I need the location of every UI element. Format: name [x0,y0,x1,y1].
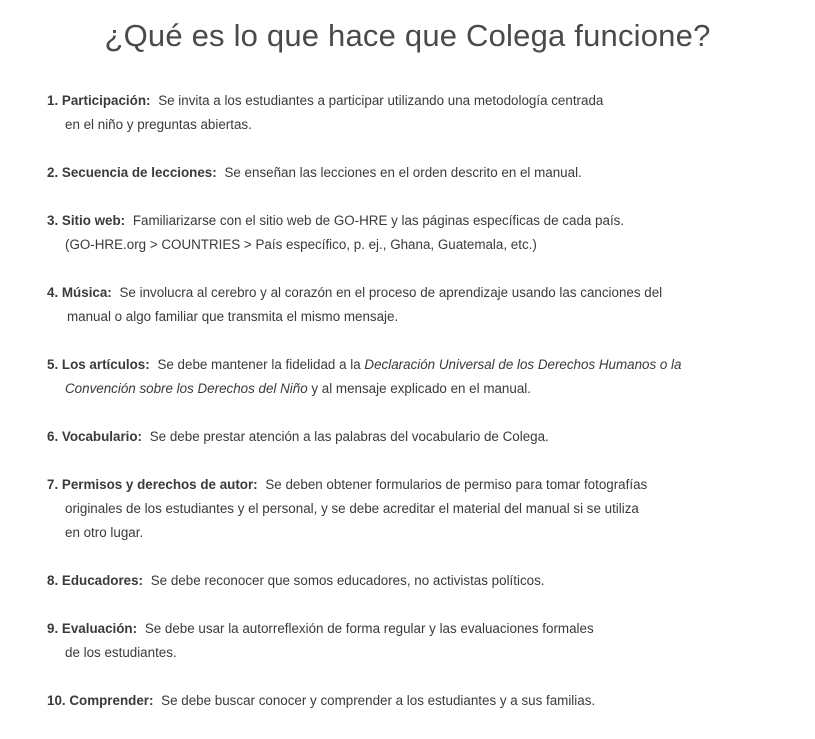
item-heading: Secuencia de lecciones: [61,165,217,180]
list-item-secuencia [47,161,787,185]
item-text-italic: Convención sobre los Derechos del Niño [65,381,308,396]
list-item-evaluacion [47,617,787,665]
item-number: 3. [47,213,59,228]
list-item-line [47,473,787,497]
list-item-line [47,617,787,641]
item-number: 6. [47,429,59,444]
item-heading: Permisos y derechos de autor: [61,477,258,492]
item-text-continued: manual o algo familiar que transmita el mismo mensaje. [67,309,399,324]
item-number: 8. [47,573,59,588]
list-item-comprender [47,689,787,713]
item-text-continued: en otro lugar. [65,525,144,540]
item-text: Se debe mantener la fidelidad a la [157,357,365,372]
list-item-line [47,89,787,113]
item-text-continued: de los estudiantes. [65,645,177,660]
item-text: Se debe prestar atención a las palabras del vocabulario de Colega. [149,429,549,444]
item-text-italic: Declaración Universal de los Derechos Humanos o la [364,357,682,372]
item-text: Se debe usar la autorreflexión de forma regular y las evaluaciones formales [144,621,594,636]
item-heading: Participación: [61,93,151,108]
page-title: ¿Qué es lo que hace que Colega funcione? [104,18,711,53]
item-text: Familiarizarse con el sitio web de GO-HRE y las páginas específicas de cada país. [132,213,625,228]
item-number: 1. [47,93,59,108]
item-number: 7. [47,477,59,492]
item-text: Se debe reconocer que somos educadores, no activistas políticos. [150,573,545,588]
list-item-permisos [47,473,787,545]
item-text: Se enseñan las lecciones en el orden descrito en el manual. [224,165,582,180]
item-heading: Educadores: [61,573,144,588]
item-heading: Música: [61,285,112,300]
item-number: 10. [47,693,66,708]
item-text: Se involucra al cerebro y al corazón en el proceso de aprendizaje usando las canciones del [119,285,663,300]
item-text-continued: en el niño y preguntas abiertas. [65,117,252,132]
list-item-line [47,209,787,233]
item-text-continued [47,377,787,401]
item-text: Se invita a los estudiantes a participar utilizando una metodología centrada [158,93,604,108]
list-item-articulos [47,353,787,401]
list-item-vocabulario [47,425,787,449]
list-item-educadores [47,569,787,593]
item-number: 9. [47,621,59,636]
item-number: 4. [47,285,59,300]
item-text-continued: originales de los estudiantes y el personal, y se debe acreditar el material del manual si se utiliza [65,501,639,516]
list-item-musica [47,281,787,329]
list-item-participacion [47,89,787,137]
list-item-line [47,281,787,305]
list-item-line [47,425,787,449]
list-item-line [47,353,787,377]
item-heading: Los artículos: [61,357,150,372]
item-number: 5. [47,357,59,372]
item-text-continued: (GO-HRE.org > COUNTRIES > País específico, p. ej., Ghana, Guatemala, etc.) [65,237,537,252]
item-number: 2. [47,165,59,180]
item-text: y al mensaje explicado en el manual. [307,381,531,396]
item-heading: Vocabulario: [61,429,143,444]
item-heading: Evaluación: [61,621,138,636]
item-text: Se deben obtener formularios de permiso para tomar fotografías [265,477,648,492]
item-heading: Comprender: [69,693,154,708]
list-item-line [47,569,787,593]
item-heading: Sitio web: [61,213,126,228]
list-item-line [47,689,787,713]
item-text: Se debe buscar conocer y comprender a los estudiantes y a sus familias. [161,693,596,708]
list-item-line [47,161,787,185]
list-item-sitio-web [47,209,787,257]
